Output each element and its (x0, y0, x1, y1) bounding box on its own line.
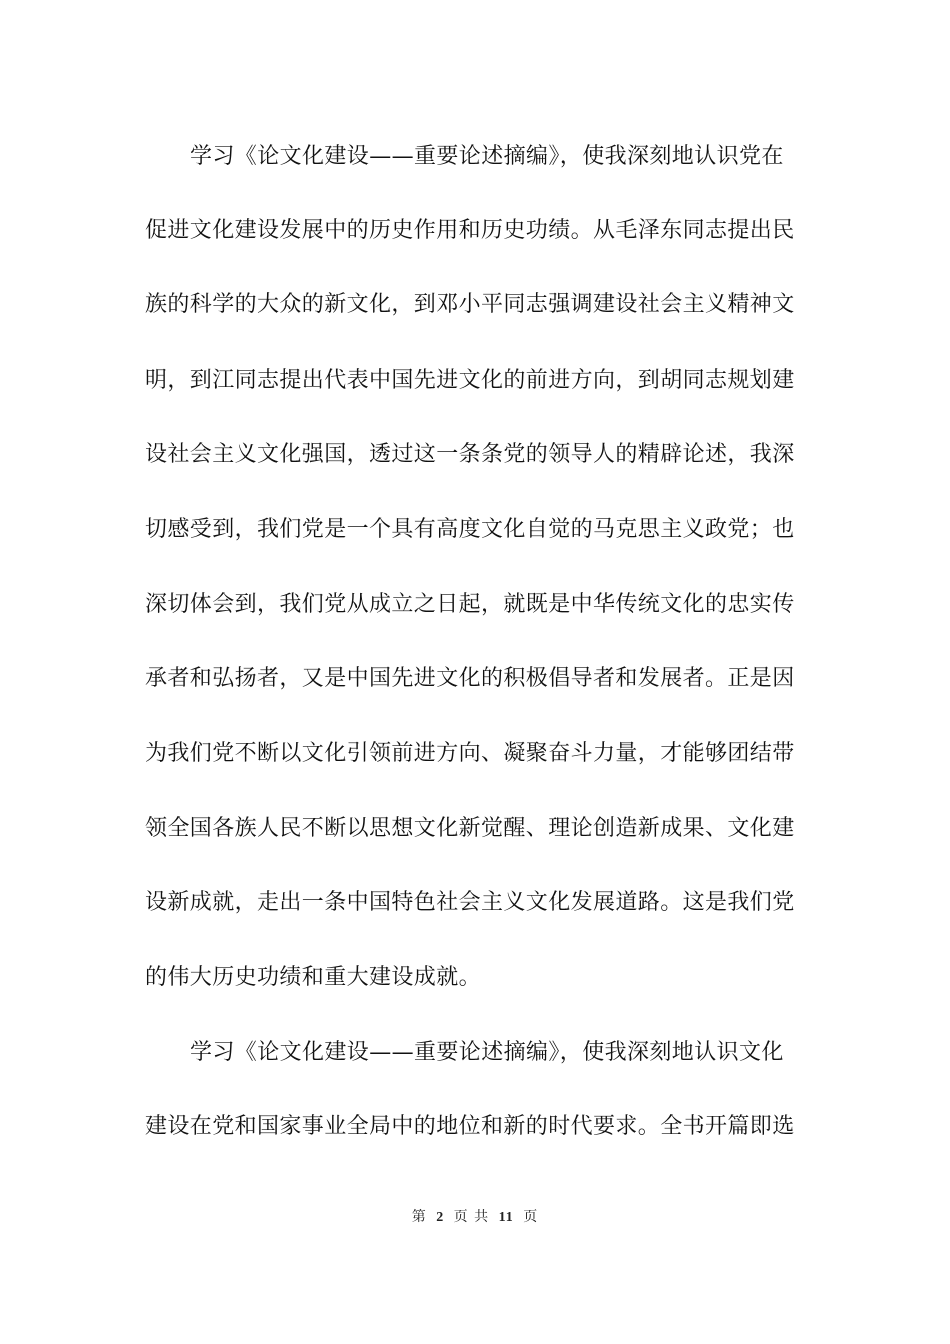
paragraph-1-line-4: 明，到江同志提出代表中国先进文化的前进方向，到胡同志规划建 (145, 368, 795, 393)
paragraph-1-line-5: 设社会主义文化强国，透过这一条条党的领导人的精辟论述，我深 (145, 442, 795, 467)
paragraph-1-line-6: 切感受到，我们党是一个具有高度文化自觉的马克思主义政党；也 (145, 517, 795, 542)
paragraph-1-line-10: 领全国各族人民不断以思想文化新觉醒、理论创造新成果、文化建 (145, 816, 795, 841)
paragraph-1-line-2: 促进文化建设发展中的历史作用和历史功绩。从毛泽东同志提出民 (145, 218, 795, 243)
footer-middle: 页 共 (453, 1209, 490, 1225)
current-page-number: 2 (436, 1210, 445, 1225)
paragraph-1-line-7: 深切体会到，我们党从成立之日起，就既是中华传统文化的忠实传 (145, 592, 795, 617)
paragraph-2-line-2: 建设在党和国家事业全局中的地位和新的时代要求。全书开篇即选 (145, 1114, 795, 1139)
page-footer (0, 1208, 950, 1227)
footer-suffix: 页 (523, 1209, 539, 1225)
paragraph-1-line-11: 设新成就，走出一条中国特色社会主义文化发展道路。这是我们党 (145, 890, 795, 915)
paragraph-1-line-12: 的伟大历史功绩和重大建设成就。 (145, 965, 482, 990)
paragraph-2-line-1: 学习《论文化建设——重要论述摘编》，使我深刻地认识文化 (190, 1040, 784, 1065)
footer-prefix: 第 (411, 1209, 427, 1225)
total-page-count: 11 (498, 1210, 514, 1225)
paragraph-1-line-8: 承者和弘扬者，又是中国先进文化的积极倡导者和发展者。正是因 (145, 666, 795, 691)
paragraph-1-line-3: 族的科学的大众的新文化，到邓小平同志强调建设社会主义精神文 (145, 292, 795, 317)
paragraph-1-line-1: 学习《论文化建设——重要论述摘编》，使我深刻地认识党在 (190, 144, 784, 169)
paragraph-1-line-9: 为我们党不断以文化引领前进方向、凝聚奋斗力量，才能够团结带 (145, 741, 795, 766)
